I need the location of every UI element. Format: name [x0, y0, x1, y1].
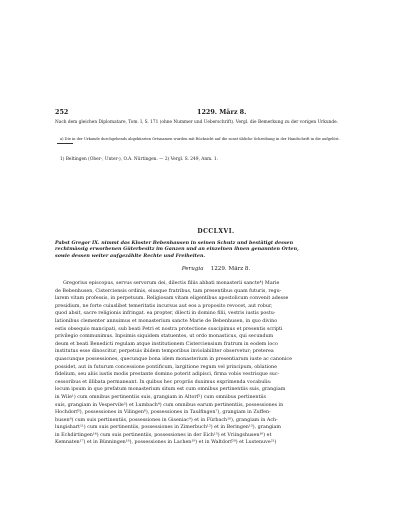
text-line: Kemnaten¹⁷) et in Bünningen¹⁸), possessiones in Lachen¹⁹) et in Waltdorf²⁰) et Lustenuve²¹)	[55, 440, 277, 446]
footnote-rule	[57, 143, 73, 144]
page-number: 252	[55, 108, 69, 116]
document-number: DCCLXVI.	[197, 228, 235, 235]
regest-line: sowie dessen weiter aufgezählte Rechte und Freiheiten.	[55, 252, 206, 259]
charter-text	[55, 280, 377, 447]
text-line: estis obsequio mancipati, sub beati Petri et nostra protectione suscipimus et presentis scripti	[55, 326, 283, 332]
place-date	[55, 266, 377, 272]
text-line: presidium, ne forte cuiuslibet temeritatis incursus aut eos a proposito revocet, aut robur,	[55, 303, 273, 309]
text-line: in Echdirtingen¹⁴) cum suis pertinentiis, possessiones in der Eich¹⁵) et Vriingshusen¹⁶) et	[55, 432, 272, 438]
place-date-value: 1229. März 8.	[210, 266, 251, 272]
regest	[55, 240, 377, 259]
text-line: institutus esse dinoscitur, perpetuis ibidem temporibus inviolabiliter observetur; preterea	[55, 349, 274, 355]
text-line: locum ipsum in quo prefatum monasterium situm est cum omnibus pertinentiis suis, grangiam	[55, 387, 286, 393]
text-line: husen⁸) cum suis pertinentiis, possessiones in Giseniac⁹) et in Fürbach¹⁰), grangiam in Ach-	[55, 417, 278, 423]
text-line: privilegio communimus. Inpsimis siquidem statuentes, ut ordo monasticus, qui secundum	[55, 334, 274, 340]
text-line: de Bebenhusen, Cisterciensis ordinis, eiusque fratribus, tam presentibus quam futuris, regu-	[55, 288, 282, 294]
text-line: in Wile¹) cum omnibus pertinentiis suis, grangiam in Altorf²) cum omnibus pertinentiis	[55, 394, 266, 400]
text-line: cessoribus et illibata permaneant. In quibus hec propriis duximus exprimenda vocabulis:	[55, 379, 272, 385]
footnotes: 1) Beltingen (Ober-, Unter-), O.A. Nürtingen. — 2) Vergl. S. 249, Anm. 1.	[60, 157, 218, 162]
regest-line: Pabst Gregor IX. nimmt das Kloster Bebenhausen in seinen Schutz und bestätigt dessen	[55, 240, 294, 246]
place-name: Perugia	[181, 266, 204, 272]
source-note: Nach dem gleichen Diplomatare, Tom. I, S. 171 (ohne Nummer und Ueberschrift). Vergl. die Bemerkung zu der vorigen Urkunde.	[55, 120, 339, 125]
text-line: Gregorius episcopus, servus servorum dei, dilectis filiis abbati monasterii sancte⁴) Marie	[63, 281, 280, 286]
text-line: quascunque possessiones, quecunque bona idem monasterium in presentiarum iuste ac canonice	[55, 356, 292, 362]
text-line: lungishart¹¹) cum suis pertinentiis, possessiones in Zimerbuch¹²) et in Beringen¹³), grangiam	[55, 425, 281, 431]
text-line: deum et beati Benedicti regulam atque institutionem Cisterciensium fratrum in eodem loco	[55, 341, 278, 347]
text-line: larem vitam professis, in perpetuum. Religiosam vitam eligentibus apostolicum convenit adesse	[55, 296, 289, 302]
regest-line: rechtmässig erworbenen Güterbesitz im Ganzen und an einzelnen ihnen genannten Orten,	[55, 246, 299, 253]
text-line: Hochdorf⁵), possessiones in Vilingen⁶), possessiones in Taulfingen⁷), grangiam in Zuffen-	[55, 410, 271, 416]
running-header	[55, 108, 377, 118]
header-date: 1229. März 8.	[197, 108, 247, 116]
text-line: suis, grangiam in Vespervile³) et Lumbach⁴) cum omnibus earum pertinentiis, possessiones in	[55, 402, 284, 408]
text-line: lationibus clementer annuimus et monasterium sancte Marie de Bebenhusen, in quo divino	[55, 318, 278, 324]
text-line: possidet, aut in futurum concessione pontificum, largitione regum vel principum, oblatione	[55, 364, 277, 370]
footnote-a: a) Die in der Urkunde durchgehends abgekürzten Ortsnamen wurden mit Rücksicht auf die sonst übliche Schreibung in der Handschrift in die aufgelöst.	[60, 137, 340, 141]
text-line: quod absit, sacre religionis infringat. ea propter, dilecti in domino filii, vestris iustis postu-	[55, 311, 276, 317]
text-line: fidelium, seu aliis iustis modis prestante domino poterit adipisci, firma vobis vestrisque suc-	[55, 372, 280, 378]
